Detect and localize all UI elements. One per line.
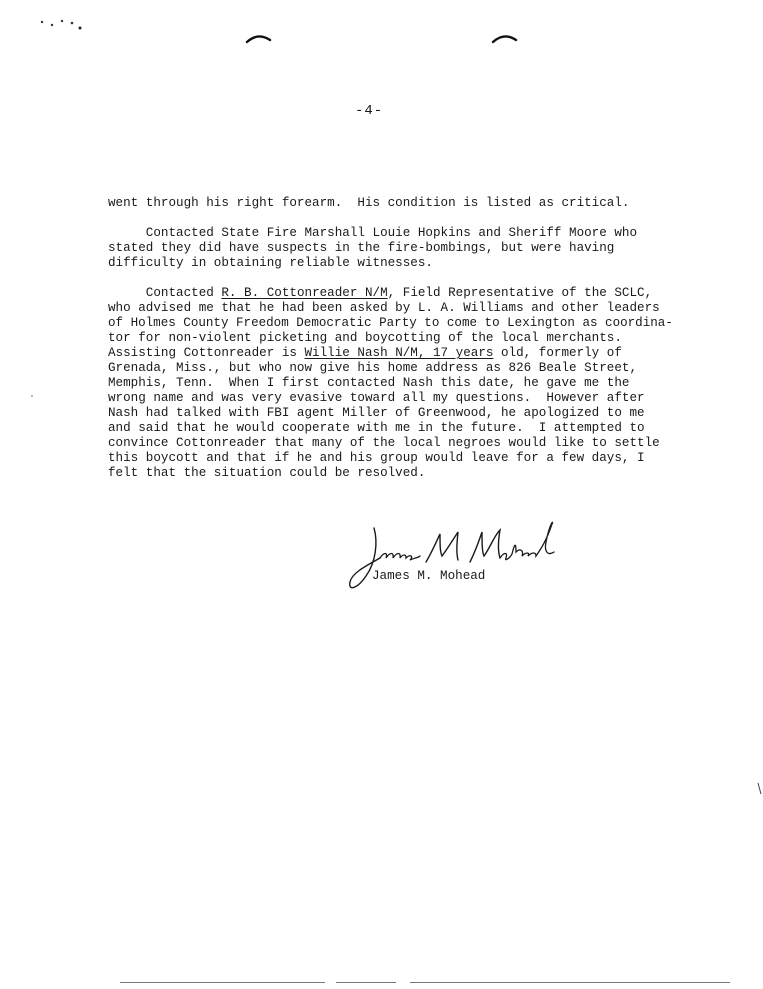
text-line [108, 451, 645, 466]
text-line [108, 226, 637, 241]
text-span: went through his right forearm. His condition is listed as critical. [108, 196, 630, 210]
underlined-text: R. B. Cottonreader N/M [221, 286, 388, 300]
text-span: convince Cottonreader that many of the local negroes would like to settle [108, 436, 660, 450]
text-span: tor for non-violent picketing and boycotting of the local merchants. [108, 331, 622, 345]
underlined-text: Willie Nash N/M, 17 years [304, 346, 494, 360]
page-number: -4- [355, 103, 384, 119]
text-span: Nash had talked with FBI agent Miller of Greenwood, he apologized to me [108, 406, 645, 420]
text-line [108, 361, 637, 376]
text-span: and said that he would cooperate with me in the future. I attempted to [108, 421, 645, 435]
text-span: Contacted State Fire Marshall Louie Hopkins and Sheriff Moore who [108, 226, 638, 240]
text-span: stated they did have suspects in the fire-bombings, but were having [108, 241, 615, 255]
text-line [108, 421, 645, 436]
text-span: wrong name and was very evasive toward all my questions. However after [108, 391, 645, 405]
handwritten-signature [340, 512, 570, 602]
text-span: Grenada, Miss., but who now give his home address as 826 Beale Street, [108, 361, 638, 375]
corner-specks [28, 14, 88, 34]
text-span: old, formerly of [493, 346, 622, 360]
binder-hole-mark-right [490, 30, 520, 46]
text-line [108, 346, 622, 361]
text-line [108, 391, 645, 406]
text-line [108, 256, 433, 271]
text-span: , Field Representative of the SCLC, [387, 286, 653, 300]
text-line [108, 331, 622, 346]
text-line [108, 316, 673, 331]
text-span: of Holmes County Freedom Democratic Party to come to Lexington as coordina- [108, 316, 673, 330]
text-line [108, 241, 614, 256]
text-span: Memphis, Tenn. When I first contacted Nash this date, he gave me the [108, 376, 630, 390]
bottom-rule-left [120, 982, 325, 983]
text-span: this boycott and that if he and his group would leave for a few days, I [108, 451, 645, 465]
margin-mark [757, 782, 763, 796]
text-line [108, 436, 660, 451]
text-line [108, 286, 652, 301]
binder-hole-mark-left [244, 30, 274, 46]
text-span: who advised me that he had been asked by L. A. Williams and other leaders [108, 301, 660, 315]
text-line [108, 376, 629, 391]
text-line [108, 196, 629, 211]
typed-signature-name: James M. Mohead [372, 569, 486, 583]
text-span: difficulty in obtaining reliable witnesses. [108, 256, 433, 270]
text-line [108, 466, 425, 481]
left-margin-speck [28, 392, 36, 400]
text-line [108, 406, 645, 421]
text-span: Assisting Cottonreader is [108, 346, 305, 360]
bottom-rule-right [410, 982, 730, 983]
text-span: Contacted [108, 286, 222, 300]
text-span: felt that the situation could be resolved. [108, 466, 426, 480]
text-line [108, 301, 660, 316]
bottom-rule-mid [336, 982, 396, 983]
